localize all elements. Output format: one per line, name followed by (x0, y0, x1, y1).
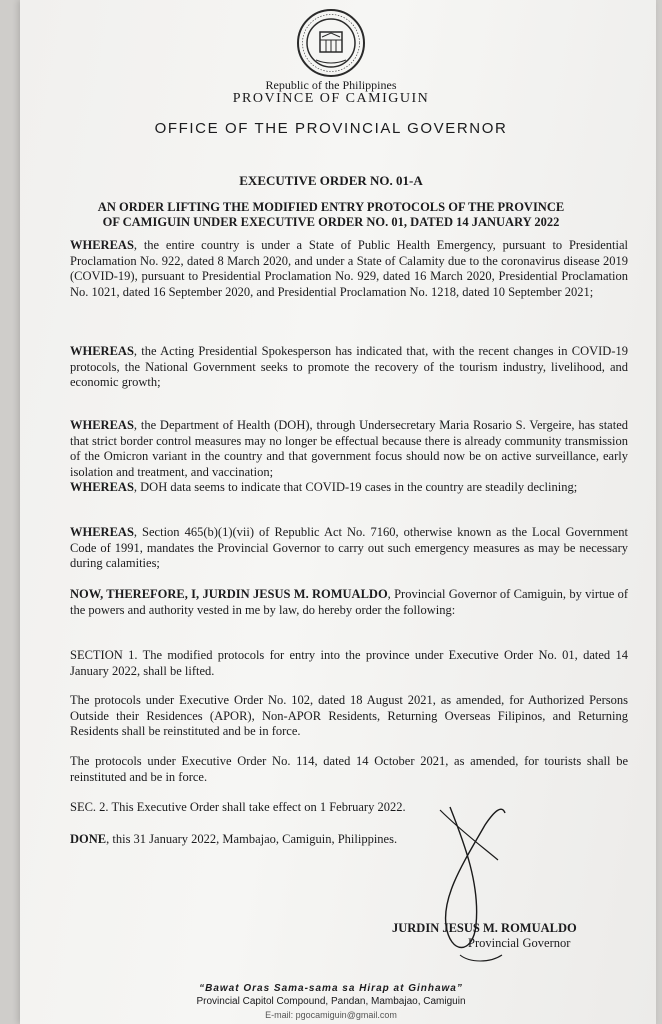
paragraph-whereas-2 (70, 344, 628, 391)
paragraph-section-1 (70, 648, 628, 679)
paragraph-protocols-tourists (70, 754, 628, 785)
footer-motto: “Bawat Oras Sama-sama sa Hirap at Ginhawa” (199, 983, 463, 994)
paragraph-protocols-apor (70, 693, 628, 740)
paragraph-lead: WHEREAS (70, 344, 134, 358)
paragraph-section-2 (70, 800, 628, 816)
executive-order-title (0, 200, 662, 230)
paragraph-text: , the Acting Presidential Spokesperson has indicated that, with the recent changes in COVID-19 protocols, the National Government seeks to promote the recovery of the tourism industry, livelihood, and economic growth; (70, 344, 628, 389)
title-line-1: AN ORDER LIFTING THE MODIFIED ENTRY PROTOCOLS OF THE PROVINCE (97, 200, 565, 214)
paragraph-text: , Provincial Governor of Camiguin, by virtue of the powers and authority vested in me by law, do hereby order the following: (70, 587, 628, 617)
province-seal-logo (296, 8, 366, 78)
paragraph-text: SEC. 2. This Executive Order shall take effect on 1 February 2022. (70, 800, 406, 814)
paragraph-whereas-1 (70, 238, 628, 300)
footer-address: Provincial Capitol Compound, Pandan, Mambajao, Camiguin (196, 996, 466, 1007)
paragraph-whereas-4 (70, 480, 628, 496)
paragraph-now-therefore (70, 587, 628, 618)
paragraph-text: , the Department of Health (DOH), through Undersecretary Maria Rosario S. Vergeire, has stated that strict border control measures may no longer be effectual because there is already community transmission of the Omicron variant in the country and that government focus should now be on active surveillance, early isolation and treatment, and vaccination; (70, 418, 628, 479)
paragraph-lead: NOW, THEREFORE, I, JURDIN JESUS M. ROMUALDO (70, 587, 388, 601)
footer-email: E-mail: pgocamiguin@gmail.com (265, 1010, 397, 1020)
paragraph-text: The protocols under Executive Order No. 114, dated 14 October 2021, as amended, for tourists shall be reinstituted and be in force. (70, 754, 628, 784)
office-title: OFFICE OF THE PROVINCIAL GOVERNOR (154, 120, 508, 137)
paragraph-whereas-5 (70, 525, 628, 572)
paragraph-whereas-3 (70, 418, 628, 480)
republic-line: Republic of the Philippines (265, 78, 397, 92)
paragraph-text: , DOH data seems to indicate that COVID-19 cases in the country are steadily declining; (133, 480, 578, 494)
paragraph-lead: WHEREAS (70, 480, 134, 494)
paragraph-lead: DONE (70, 832, 107, 846)
paragraph-done (70, 832, 628, 848)
signatory-title: Provincial Governor (468, 936, 571, 950)
paragraph-lead: WHEREAS (70, 525, 134, 539)
paragraph-lead: WHEREAS (70, 238, 134, 252)
document-page (20, 0, 656, 1024)
title-line-2: OF CAMIGUIN UNDER EXECUTIVE ORDER NO. 01, DATED 14 JANUARY 2022 (102, 215, 560, 229)
paragraph-lead: WHEREAS (70, 418, 134, 432)
paragraph-text: , this 31 January 2022, Mambajao, Camiguin, Philippines. (106, 832, 398, 846)
paragraph-text: , Section 465(b)(1)(vii) of Republic Act No. 7160, otherwise known as the Local Government Code of 1991, mandates the Provincial Governor to carry out such emergency measures as may be necessary during calamities; (70, 525, 628, 570)
paragraph-text: The protocols under Executive Order No. 102, dated 18 August 2021, as amended, for Authorized Persons Outside their Residences (APOR), Non-APOR Residents, Returning Overseas Filipinos, and Returning Residents shall be reinstituted and be in force. (70, 693, 628, 738)
signatory-name: JURDIN JESUS M. ROMUALDO (392, 921, 577, 935)
province-name: PROVINCE OF CAMIGUIN (232, 91, 430, 106)
paragraph-text: , the entire country is under a State of Public Health Emergency, pursuant to Presidential Proclamation No. 922, dated 8 March 2020, and under a State of Calamity due to the coronavirus disease 2019 (COVID-19), pursuant to Presidential Proclamation No. 929, dated 16 March 2020, Presidential Proclamation No. 1021, dated 16 September 2020, and Presidential Proclamation No. 1218, dated 10 September 2021; (70, 238, 628, 299)
paragraph-text: SECTION 1. The modified protocols for entry into the province under Executive Order No. 01, dated 14 January 2022, shall be lifted. (70, 648, 628, 678)
executive-order-number: EXECUTIVE ORDER NO. 01-A (239, 173, 423, 188)
